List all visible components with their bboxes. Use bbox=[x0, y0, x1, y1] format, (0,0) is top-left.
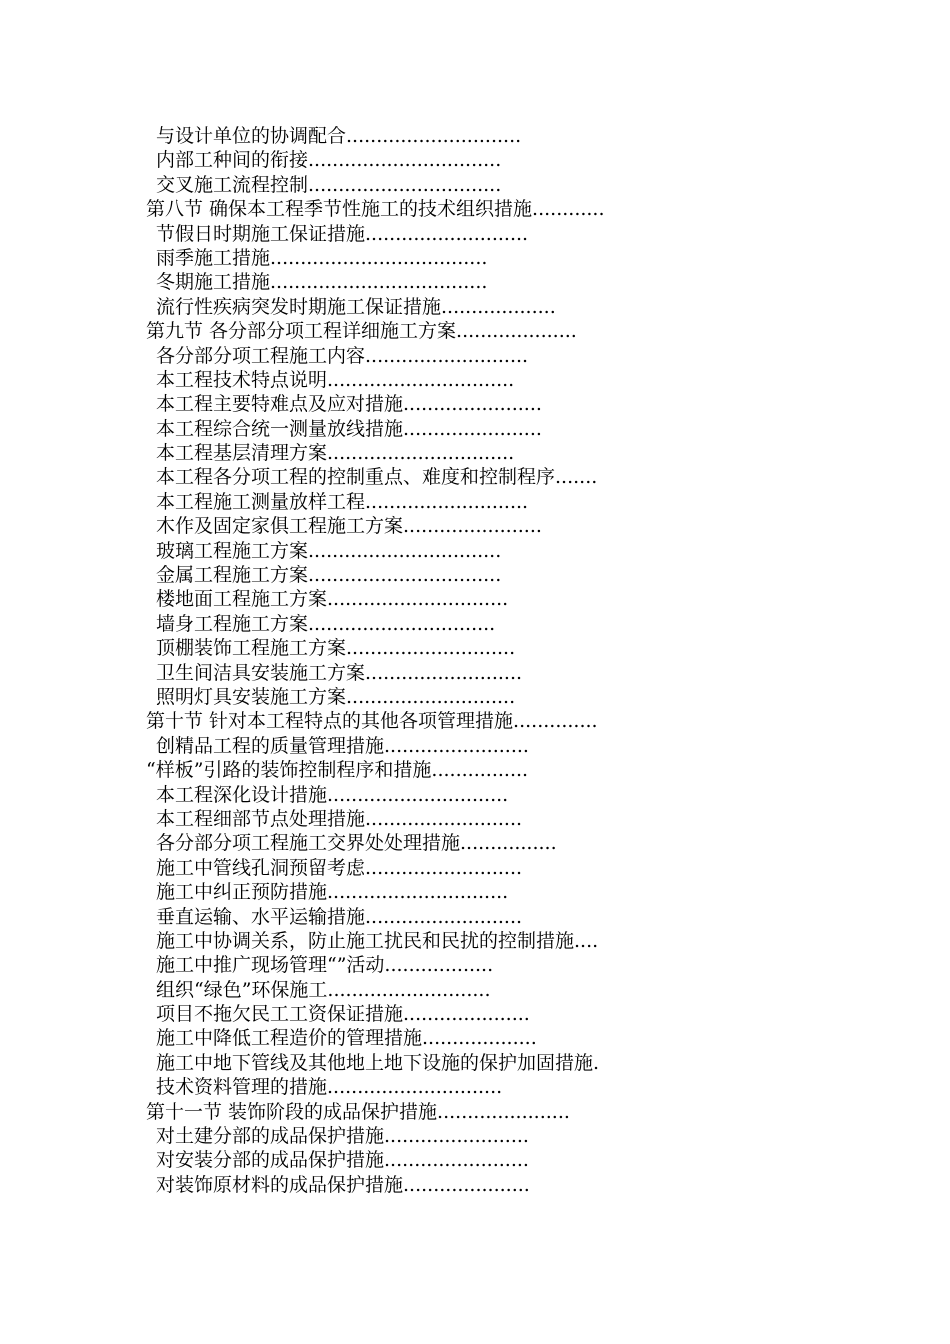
toc-section-heading: 第十节 针对本工程特点的其他各项管理措施.............. bbox=[146, 710, 598, 733]
toc-entry: 内部工种间的衔接................................ bbox=[156, 149, 502, 172]
toc-section-heading: 第九节 各分部分项工程详细施工方案.................... bbox=[146, 320, 577, 343]
toc-entry: 对安装分部的成品保护措施........................ bbox=[156, 1149, 529, 1172]
toc-entry: 施工中管线孔洞预留考虑.......................... bbox=[156, 856, 523, 879]
toc-entry: 各分部分项工程施工内容........................... bbox=[156, 344, 529, 367]
toc-entry: 楼地面工程施工方案.............................. bbox=[156, 588, 509, 611]
toc-entry: 创精品工程的质量管理措施........................ bbox=[156, 734, 529, 757]
toc-entry: 卫生间洁具安装施工方案.......................... bbox=[156, 661, 523, 684]
toc-entry: 本工程施工测量放样工程........................... bbox=[156, 490, 529, 513]
toc-entry: 本工程细部节点处理措施.......................... bbox=[156, 807, 523, 830]
toc-entry: 组织“绿色”环保施工........................... bbox=[156, 978, 491, 1001]
toc-entry: 与设计单位的协调配合............................. bbox=[156, 125, 522, 147]
toc-section-heading: 第八节 确保本工程季节性施工的技术组织措施............ bbox=[146, 198, 605, 221]
toc-entry: 施工中纠正预防措施.............................. bbox=[156, 881, 509, 904]
toc-entry: 本工程各分项工程的控制重点、难度和控制程序....... bbox=[156, 466, 598, 489]
toc-entry: 本工程主要特难点及应对措施....................... bbox=[156, 393, 542, 416]
toc-entry: 本工程综合统一测量放线措施....................... bbox=[156, 417, 542, 440]
toc-section-heading: 第十一节 装饰阶段的成品保护措施...................... bbox=[146, 1100, 570, 1123]
toc-entry: 金属工程施工方案................................ bbox=[156, 564, 502, 587]
toc-entry: 对土建分部的成品保护措施........................ bbox=[156, 1125, 529, 1148]
toc-entry: 垂直运输、水平运输措施.......................... bbox=[156, 905, 523, 928]
toc-entry: 冬期施工措施.................................... bbox=[156, 271, 488, 294]
toc-entry: 各分部分项工程施工交界处处理措施................ bbox=[156, 832, 557, 855]
toc-entry: 施工中降低工程造价的管理措施................... bbox=[156, 1027, 537, 1050]
toc-entry: 节假日时期施工保证措施........................... bbox=[156, 222, 529, 245]
toc-entry: 施工中协调关系，防止施工扰民和民扰的控制措施.... bbox=[156, 929, 599, 952]
toc-entry: 本工程基层清理方案............................... bbox=[156, 442, 515, 465]
toc-entry: 墙身工程施工方案............................... bbox=[156, 612, 496, 635]
toc-entry: 交叉施工流程控制................................ bbox=[156, 173, 502, 196]
toc-entry: 本工程深化设计措施.............................. bbox=[156, 783, 509, 806]
toc-entry: 顶棚装饰工程施工方案............................ bbox=[156, 637, 516, 660]
toc-entry: 本工程技术特点说明............................... bbox=[156, 368, 515, 391]
table-of-contents bbox=[0, 124, 950, 1197]
toc-entry: 施工中推广现场管理“”活动.................. bbox=[156, 954, 494, 977]
toc-entry: 项目不拖欠民工工资保证措施..................... bbox=[156, 1003, 530, 1026]
toc-entry: 照明灯具安装施工方案............................ bbox=[156, 685, 516, 708]
toc-entry: 流行性疾病突发时期施工保证措施................... bbox=[156, 295, 556, 318]
toc-entry: 施工中地下管线及其他地上地下设施的保护加固措施. bbox=[156, 1051, 600, 1074]
toc-entry: 玻璃工程施工方案................................ bbox=[156, 539, 502, 562]
toc-entry: 对装饰原材料的成品保护措施..................... bbox=[156, 1173, 530, 1196]
toc-entry: 雨季施工措施.................................... bbox=[156, 246, 488, 269]
toc-entry: 木作及固定家俱工程施工方案....................... bbox=[156, 515, 542, 538]
toc-entry: 技术资料管理的措施............................. bbox=[156, 1076, 503, 1099]
toc-entry: “样板”引路的装饰控制程序和措施................ bbox=[146, 759, 529, 782]
